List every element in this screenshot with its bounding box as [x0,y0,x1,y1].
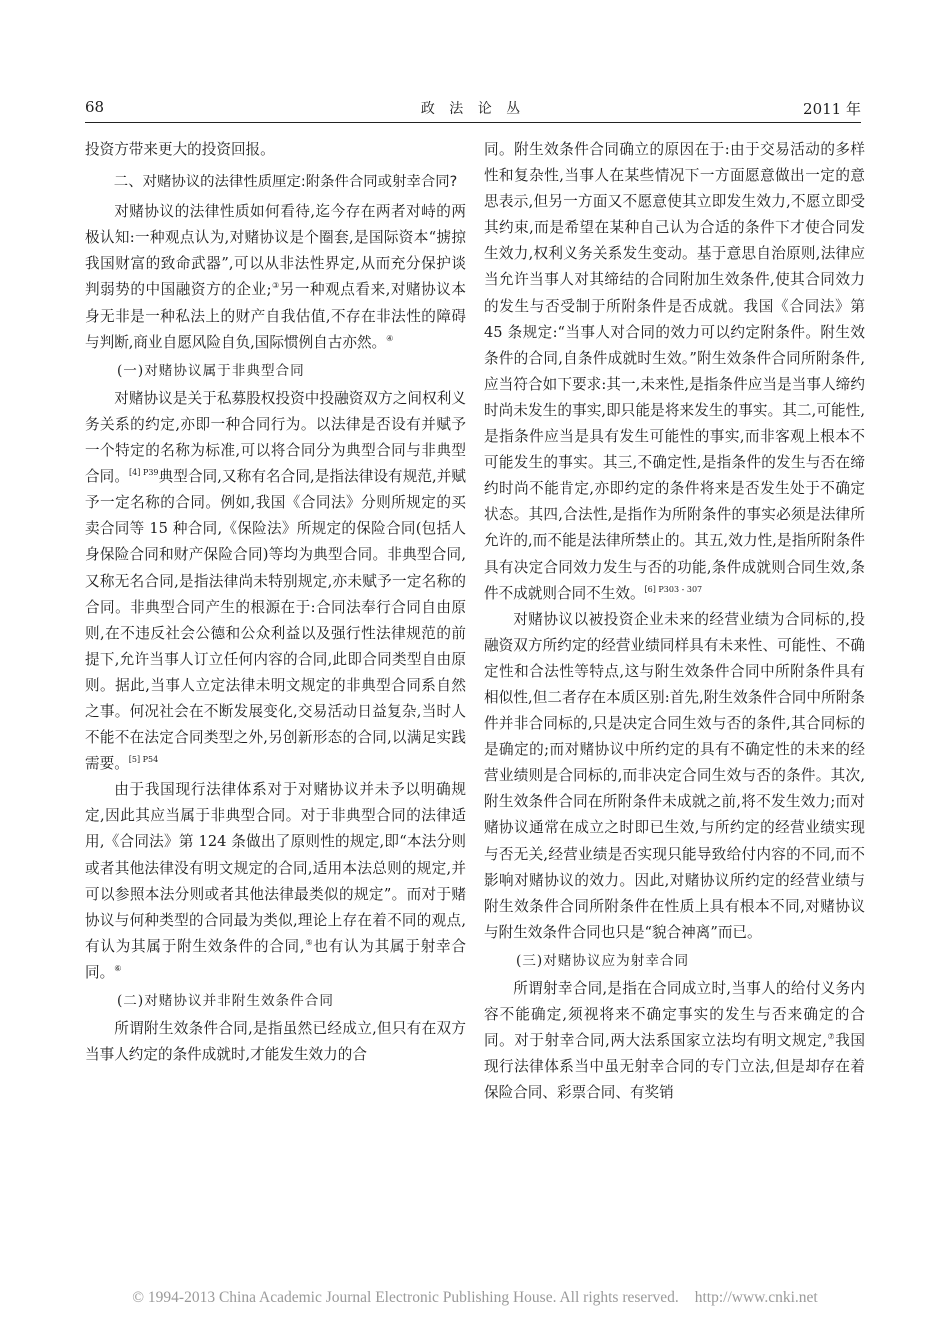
cnki-link[interactable]: http://www.cnki.net [694,1289,818,1306]
paragraph [85,1016,466,1068]
paragraph-text: (一)对赌协议属于非典型合同 [117,362,305,379]
paragraph-text: 对赌协议是关于私募股权投资中投融资双方之间权利义务关系的约定,亦即一种合同行为。以法律是否设有并赋予一个特定的名称为标准,可以将合同分为典型合同与非典型合同。 [85,389,466,486]
paragraph [484,976,865,1106]
paragraph-text: (二)对赌协议并非附生效条件合同 [117,993,334,1009]
paragraph-text: 投资方带来更大的投资回报。 [85,141,275,158]
paragraph-text: 所谓射幸合同,是指在合同成立时,当事人的给付义务内容不能确定,须视将来不确定事实的发生与否来确定的合同。对于射幸合同,两大法系国家立法均有明文规定, [484,980,865,1050]
left-column [85,137,466,1068]
paragraph-text: 也有认为其属于射幸合同。 [85,937,467,981]
journal-title: 政 法 论 丛 [420,101,526,117]
paragraph-text: 我国现行法律体系当中虽无射幸合同的专门立法,但是却存在着保险合同、彩票合同、有奖销 [484,1032,866,1102]
page-header [85,96,861,120]
paragraph-text: 对赌协议的法律性质如何看待,迄今存在两者对峙的两极认知:一种观点认为,对赌协议是个圈套,是国际资本“掳掠我国财富的致命武器”,可以从非法性界定,从而充分保护谈判弱势的中国融资方的企业; [85,203,466,299]
paragraph-text: 所谓附生效条件合同,是指虽然已经成立,但只有在双方当事人约定的条件成就时,才能发生效力的合 [85,1020,466,1064]
section-heading [85,169,466,195]
header-rule [85,122,861,123]
paragraph [85,137,466,163]
subsection-heading [484,948,865,974]
footnote-marker: [4] P39 [129,468,159,478]
page-number: 68 [85,98,105,116]
paragraph-text: (三)对赌协议应为射幸合同 [516,952,690,969]
paragraph-text: 二、对赌协议的法律性质厘定:附条件合同或射幸合同? [113,174,458,191]
footnote-marker: ⑤ [304,937,314,947]
paragraph-text: 对赌协议以被投资企业未来的经营业绩为合同标的,投融资双方所约定的经营业绩同样具有未来性、可能性、不确定性和合法性等特点,这与附生效条件合同中所附条件具有相似性,但二者存在本质区别:首先,附生效条件合同中所附条件并非合同标的,只是决定合同生效与否的条件,其合同标的是确定的;而对赌协议中所约定的具有不确定性的未来的经营业绩则是合同标的,而非决定合同生效与否的条件。其次,附生效条件合同在所附条件未成就之前,将不发生效力;而对赌协议通常在成立之时即已生效,与所约定的经营业绩实现与否无关,经营业绩是否实现只能导致给付内容的不同,而不影响对赌协议的效力。因此,对赌协议所约定的经营业绩与附生效条件合同所附条件在性质上具有根本不同,对赌协议与附生效条件合同也只是“貌合神离”而已。 [484,610,865,941]
footnote-marker: [6] P303 - 307 [644,584,703,594]
publication-year: 2011 年 [803,100,861,118]
footnote-marker: [5] P54 [128,755,159,765]
paragraph [85,777,466,986]
paragraph-text: 典型合同,又称有名合同,是指法律设有规范,并赋予一定名称的合同。例如,我国《合同法》分则所规定的买卖合同等 15 种合同,《保险法》所规定的保险合同(包括人身保险合同和财产保险合同)等均为典型合同。非典型合同,又称无名合同,是指法律尚未特别规定,亦未赋予一定名称的合同。非典型合同产生的根源在于:合同法奉行合同自由原则,在不违反社会公德和公众利益以及强行性法律规范的前提下,允许当事人订立任何内容的合同,此即合同类型自由原则。据此,当事人立定法律未明文规定的非典型合同系自然之事。何况社会在不断发展变化,交易活动日益复杂,当时人不能不在法定合同类型之外,另创新形态的合同,以满足实践需要。 [85,468,467,773]
paragraph-text: 由于我国现行法律体系对于对赌协议并未予以明确规定,因此其应当属于非典型合同。对于非典型合同的法律适用,《合同法》第 124 条做出了原则性的规定,即“本法分则或者其他法律没有明文规定的合同,适用本法总则的规定,并可以参照本法分则或者其他法律最类似的规定”。而对于赌协议与何种类型的合同最为类似,理论上存在着不同的观点,有认为其属于附生效条件的合同, [85,781,466,955]
footnote-marker: ⑥ [114,964,122,974]
paragraph [484,607,865,946]
paragraph-text: 同。附生效条件合同确立的原因在于:由于交易活动的多样性和复杂性,当事人在某些情况下一方面愿意做出一定的意思表示,但另一方面又不愿意使其立即发生效力,不愿立即受其约束,而是希望在某种自己认为合适的条件下才使合同发生效力,权利义务关系发生变动。基于意思自治原则,法律应当允许当事人对其缔结的合同附加生效条件,使其合同效力的发生与否受制于所附条件是否成就。我国《合同法》第 45 条规定:“当事人对合同的效力可以约定附条件。附生效条件的合同,自条件成就时生效。”附生效条件合同所附条件,应当符合如下要求:其一,未来性,是指条件应当是当事人缔约时尚未发生的事实,即只能是将来发生的事实。其二,可能性,是指条件应当是具有发生可能性的事实,而非客观上根本不可能发生的事实。其三,不确定性,是指条件的发生与否在缔约时尚不能肯定,亦即约定的条件将来是否发生处于不确定状态。其四,合法性,是指作为所附条件的事实必须是法律所允许的,而不能是法律所禁止的。其五,效力性,是指所附条件具有决定合同效力发生与否的功能,条件成就则合同生效,条件不成就则合同不生效。 [484,141,865,602]
paragraph [484,137,865,607]
right-column [484,137,865,1106]
footnote-marker: ⑦ [826,1032,836,1042]
footnote-marker: ③ [271,281,280,291]
subsection-heading [85,358,466,384]
paragraph [85,386,466,777]
copyright-footer [0,1289,950,1307]
copyright-text: © 1994-2013 China Academic Journal Electronic Publishing House. All rights reserved. [132,1289,679,1306]
paragraph-text: 另一种观点看来,对赌协议本身无非是一种私法上的财产自我估值,不存在非法性的障碍与判断,商业自愿风险自负,国际惯例自古亦然。 [85,281,466,351]
paragraph [85,199,466,356]
footnote-marker: ④ [386,333,394,343]
subsection-heading [85,988,466,1014]
